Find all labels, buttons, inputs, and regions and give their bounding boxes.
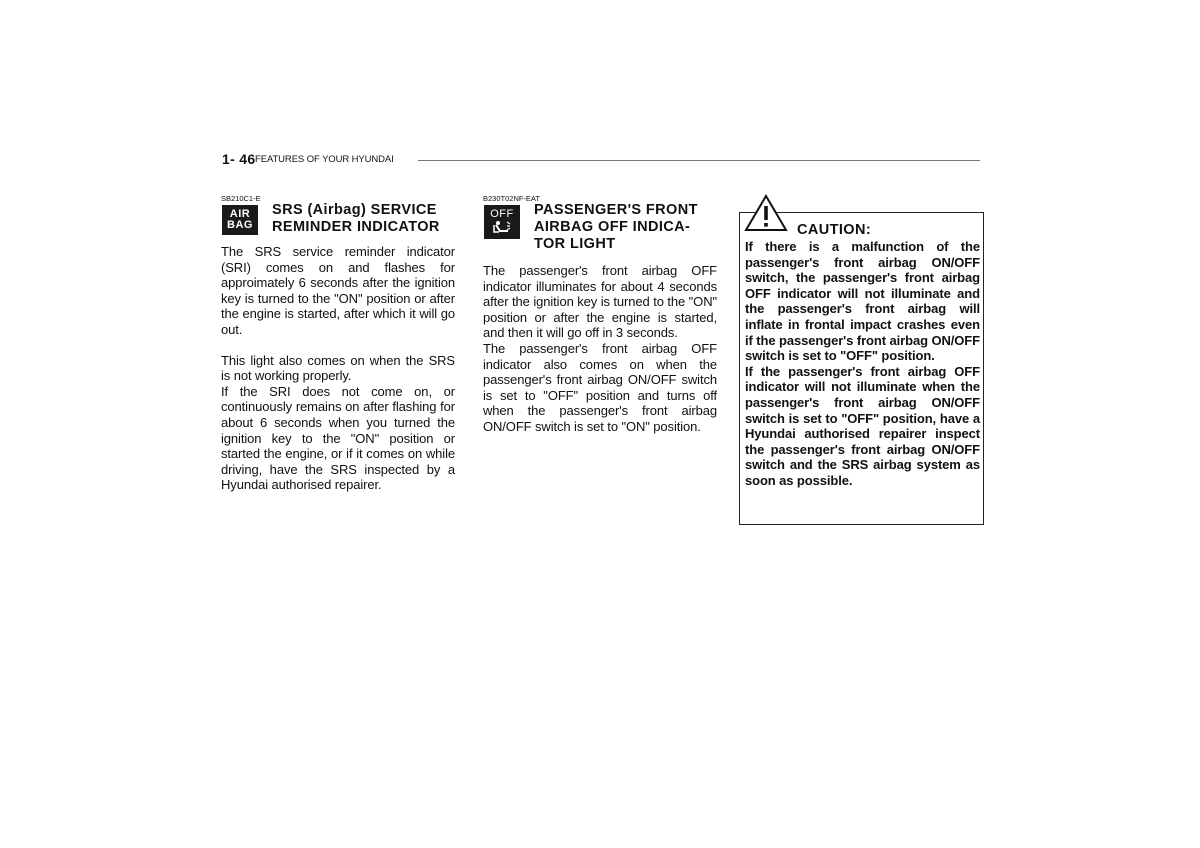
header-divider xyxy=(418,160,980,161)
seat-person-icon xyxy=(491,220,513,234)
left-paragraph-2: This light also comes on when the SRS is not working properly. xyxy=(221,352,455,384)
left-paragraph-3: If the SRI does not come on, or continuously remains on after flashing for about 6 seconds when you turned the ignition key to the "ON" position or started the engine, or if it comes on while driving, have the SRS inspected by a Hyundai authorised repairer. xyxy=(221,383,455,493)
middle-heading-line3: TOR LIGHT xyxy=(534,236,616,252)
caution-paragraph-2: If the passenger's front airbag OFF indicator will not illuminate when the passenger's front airbag ON/OFF switch is set to "OFF" position, have a Hyundai authorised repairer inspect the passenger's front airbag ON/OFF switch and the SRS airbag system as soon as possible. xyxy=(745,363,980,488)
off-icon-text: OFF xyxy=(490,208,514,220)
middle-heading xyxy=(534,202,717,253)
page-header xyxy=(222,151,980,171)
section-title: FEATURES OF YOUR HYUNDAI xyxy=(255,154,394,165)
middle-section-code: B230T02NF-EAT xyxy=(483,194,540,203)
middle-body xyxy=(483,263,717,435)
left-heading-line2: REMINDER INDICATOR xyxy=(272,219,440,235)
airbag-icon-text-1: AIR xyxy=(229,208,251,220)
caution-body xyxy=(745,239,980,489)
airbag-icon-text-2: BAG xyxy=(227,219,253,231)
left-heading-line1: SRS (Airbag) SERVICE xyxy=(272,202,437,218)
caution-title: CAUTION: xyxy=(797,222,872,238)
caution-paragraph-1: If there is a malfunction of the passenger's front airbag ON/OFF switch, the passenger's front airbag OFF indicator will not illuminate and the passenger's front airbag will inflate in frontal impact crashes even if the passenger's front airbag ON/OFF switch is set to "OFF" position. xyxy=(745,239,980,364)
middle-heading-line2: AIRBAG OFF INDICA- xyxy=(534,219,691,235)
left-paragraph-1: The SRS service reminder indicator (SRI) comes on and flashes for approimately 6 seconds after the ignition key is turned to the "ON" position or after the engine is started, after which it will go out. xyxy=(221,244,455,337)
middle-paragraph-1: The passenger's front airbag OFF indicator illuminates for about 4 seconds after the ignition key is turned to the "ON" position or after the engine is started, and then it will go off in 3 seconds. xyxy=(483,263,717,341)
left-heading xyxy=(272,202,462,236)
airbag-warning-icon xyxy=(222,205,258,235)
warning-triangle-icon xyxy=(744,194,788,232)
passenger-airbag-off-icon xyxy=(484,205,520,239)
page-number: 1- 46 xyxy=(222,151,256,167)
left-section-code: SB210C1-E xyxy=(221,194,261,203)
left-body xyxy=(221,244,455,493)
middle-paragraph-2: The passenger's front airbag OFF indicator also comes on when the passenger's front airbag ON/OFF switch is set to "OFF" position and turns off when the passenger's front airbag ON/OFF switch is set to "ON" position. xyxy=(483,340,717,434)
middle-heading-line1: PASSENGER'S FRONT xyxy=(534,202,698,218)
